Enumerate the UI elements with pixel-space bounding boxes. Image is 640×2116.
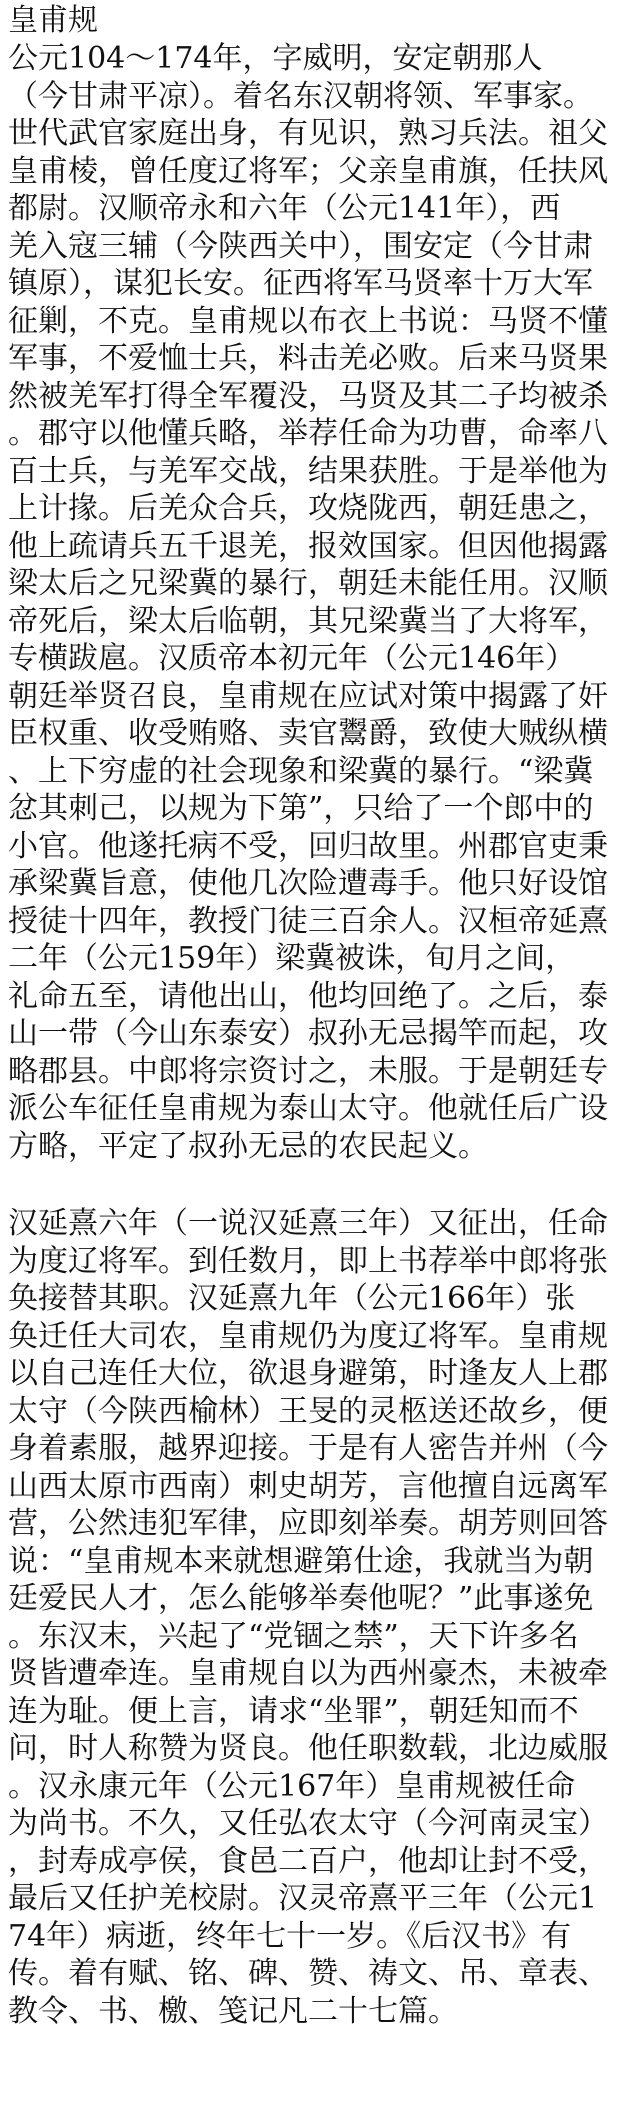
text-line: 忿其刺己，以规为下第”，只给了一个郎中的 <box>8 791 594 826</box>
text-line: 专横跋扈。汉质帝本初元年（公元146年） <box>8 641 576 676</box>
text-line: 然被羌军打得全军覆没，马贤及其二子均被杀 <box>8 378 608 414</box>
text-line: 承梁冀旨意，使他几次险遭毒手。他只好设馆 <box>8 866 608 901</box>
text-line: 百士兵，与羌军交战，结果获胜。于是举他为 <box>8 453 608 489</box>
text-line: 帝死后，梁太后临朝，其兄梁冀当了大将军， <box>8 603 608 639</box>
text-line: 略郡县。中郎将宗资讨之，未服。于是朝廷专 <box>8 1053 608 1089</box>
text-line: 教令、书、檄、笺记凡二十七篇。 <box>8 1993 458 2029</box>
text-line: 太守（今陕西榆林）王旻的灵柩送还故乡，便 <box>8 1393 608 1429</box>
text-line: 汉延熹六年（一说汉延熹三年）又征出，任命 <box>8 1206 608 1241</box>
text-line: 74年）病逝，终年七十一岁。《后汉书》有 <box>8 1918 572 1954</box>
text-line: 。东汉末，兴起了“党锢之禁”，天下许多名 <box>8 1618 579 1654</box>
text-line: 二年（公元159年）梁冀被诛，旬月之间， <box>8 941 576 976</box>
text-line: 最后又任护羌校尉。汉灵帝熹平三年（公元1 <box>8 1881 598 1916</box>
text-line: ，封寿成亭侯，食邑二百户，他却让封不受， <box>8 1843 608 1879</box>
text-line: 镇原），谋犯长安。征西将军马贤率十万大军 <box>8 266 593 301</box>
text-line: 山西太原市西南）刺史胡芳，言他擅自远离军 <box>8 1468 608 1504</box>
text-line: 公元104～174年，字威明，安定朝那人 <box>8 41 543 76</box>
text-line: 山一带（今山东泰安）叔孙无忌揭竿而起，攻 <box>8 1016 608 1051</box>
text-line: 问，时人称赞为贤良。他任职数载，北边威服 <box>8 1731 608 1766</box>
text-line: 、上下穷虚的社会现象和梁冀的暴行。“梁冀 <box>8 753 594 789</box>
text-line: 羌入寇三辅（今陕西关中），围安定（今甘肃 <box>8 228 593 264</box>
text-line: 奂迁任大司农，皇甫规仍为度辽将军。皇甫规 <box>8 1318 608 1354</box>
text-line: 都尉。汉顺帝永和六年（公元141年），西 <box>8 191 561 226</box>
text-line: 为尚书。不久，又任弘农太守（今河南灵宝） <box>8 1806 608 1841</box>
text-line: 派公车征任皇甫规为泰山太守。他就任后广设 <box>8 1091 608 1126</box>
text-line: 军事，不爱恤士兵，料击羌必败。后来马贤果 <box>8 341 608 376</box>
text-line: 征剿，不克。皇甫规以布衣上书说：马贤不懂 <box>8 303 608 339</box>
text-line: 梁太后之兄梁冀的暴行，朝廷未能任用。汉顺 <box>8 566 608 601</box>
text-line: （今甘肃平凉）。着名东汉朝将领、军事家。 <box>8 78 593 114</box>
text-line: 皇甫棱，曾任度辽将军；父亲皇甫旗，任扶风 <box>8 153 608 189</box>
text-line: 世代武官家庭出身，有见识，熟习兵法。祖父 <box>8 116 608 151</box>
text-line: 臣权重、收受贿赂、卖官鬻爵，致使大贼纵横 <box>8 716 608 751</box>
text-line: 传。着有赋、铭、碑、赞、祷文、吊、章表、 <box>8 1956 608 1991</box>
text-line: 朝廷举贤召良，皇甫规在应试对策中揭露了奸 <box>8 678 608 714</box>
text-line: 营，公然违犯军律，应即刻举奏。胡芳则回答 <box>8 1506 608 1541</box>
paragraph-1 <box>8 40 630 1165</box>
text-line: 以自己连任大位，欲退身避第，时逢友人上郡 <box>8 1356 608 1391</box>
text-line: 廷爱民人才，怎么能够举奏他呢？”此事遂免 <box>8 1581 594 1616</box>
text-line: 方略，平定了叔孙无忌的农民起义。 <box>8 1128 488 1164</box>
text-line: 礼命五至，请他出山，他均回绝了。之后，泰 <box>8 978 608 1014</box>
text-line: 说：“皇甫规本来就想避第仕途，我就当为朝 <box>8 1543 594 1579</box>
text-line: 为度辽将军。到任数月，即上书荐举中郎将张 <box>8 1243 608 1279</box>
text-line: 身着素服，越界迎接。于是有人密告并州（今 <box>8 1431 608 1466</box>
text-line: 小官。他遂托病不受，回归故里。州郡官吏秉 <box>8 828 608 864</box>
text-line: 连为耻。便上言，请求“坐罪”，朝廷知而不 <box>8 1693 579 1729</box>
text-line: 上计掾。后羌众合兵，攻烧陇西，朝廷患之， <box>8 491 608 526</box>
paragraph-gap <box>8 1165 630 1205</box>
document-title: 皇甫规 <box>8 3 98 38</box>
text-line: 他上疏请兵五千退羌，报效国家。但因他揭露 <box>8 528 608 564</box>
text-line: 。郡守以他懂兵略，举荐任命为功曹，命率八 <box>8 416 608 451</box>
text-line: 奂接替其职。汉延熹九年（公元166年）张 <box>8 1281 576 1316</box>
text-line: 授徒十四年，教授门徒三百余人。汉桓帝延熹 <box>8 903 608 939</box>
text-line: 贤皆遭牵连。皇甫规自以为西州豪杰，未被牵 <box>8 1656 608 1691</box>
paragraph-2 <box>8 1205 630 2030</box>
text-line: 。汉永康元年（公元167年）皇甫规被任命 <box>8 1768 576 1804</box>
